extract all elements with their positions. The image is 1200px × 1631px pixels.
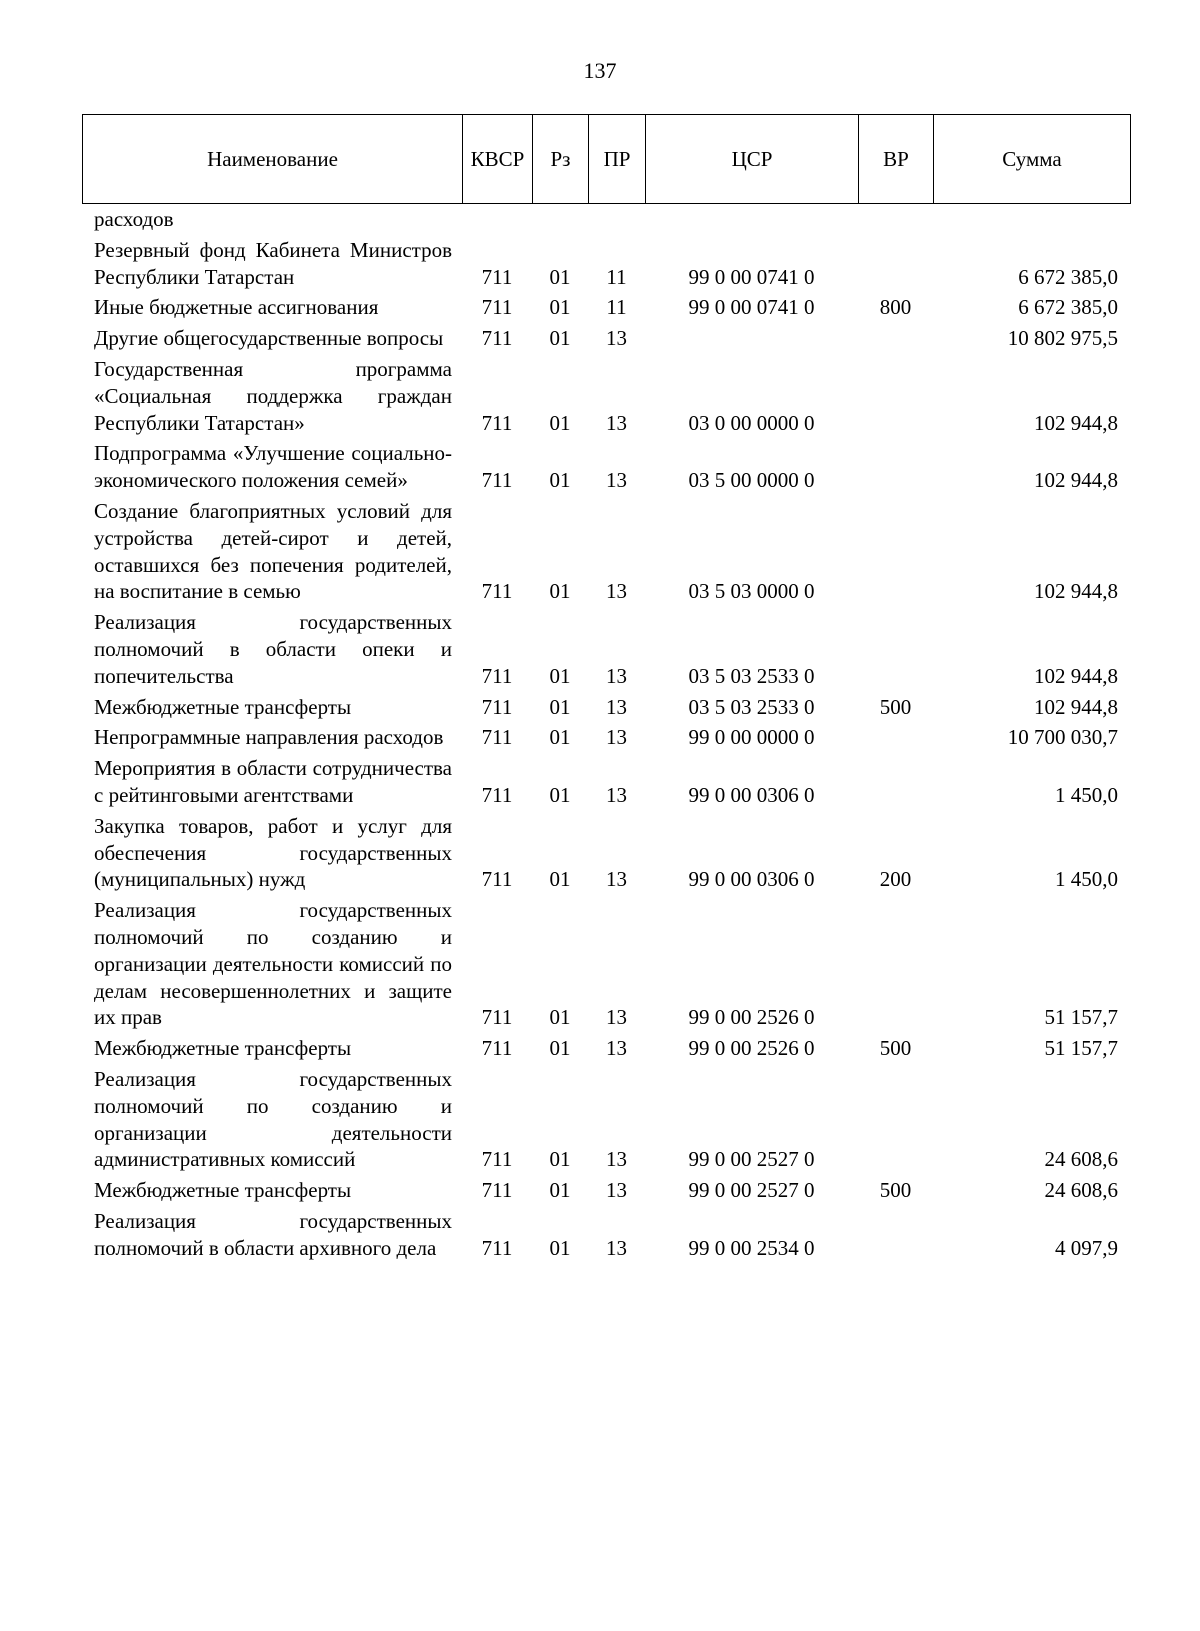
cell-vr <box>858 724 933 755</box>
cell-sum: 102 944,8 <box>1034 663 1118 688</box>
cell-kvsr: 711 <box>481 1005 513 1030</box>
table-row <box>82 206 1130 237</box>
cell-vr: 500 <box>879 694 912 719</box>
table-header <box>82 114 1131 204</box>
cell-sum: 4 097,9 <box>1055 1235 1118 1260</box>
header-vr: ВР <box>859 115 934 204</box>
cell-vr <box>858 755 933 813</box>
cell-sum: 51 157,7 <box>1044 1005 1118 1030</box>
cell-sum: 10 700 030,7 <box>1007 725 1118 750</box>
cell-pr <box>588 206 645 237</box>
cell-kvsr: 711 <box>481 1235 513 1260</box>
cell-csr: 99 0 00 2527 0 <box>688 1178 815 1203</box>
cell-pr: 13 <box>606 410 627 435</box>
cell-kvsr: 711 <box>481 694 513 719</box>
table-row <box>82 755 1130 813</box>
cell-kvsr: 711 <box>481 326 513 351</box>
cell-kvsr: 711 <box>481 264 513 289</box>
cell-rz: 01 <box>549 663 571 688</box>
cell-rz: 01 <box>549 782 571 807</box>
cell-pr: 13 <box>606 694 627 719</box>
table-row <box>82 440 1130 498</box>
cell-kvsr: 711 <box>481 782 513 807</box>
cell-name: Межбюджетные трансферты <box>94 1178 352 1203</box>
cell-name: Иные бюджетные ассигнования <box>94 295 379 320</box>
cell-pr: 13 <box>606 663 627 688</box>
cell-rz: 01 <box>549 264 571 289</box>
cell-kvsr: 711 <box>481 663 513 688</box>
cell-pr: 13 <box>606 1036 627 1061</box>
cell-csr: 99 0 00 0741 0 <box>688 295 815 320</box>
cell-csr: 03 5 03 2533 0 <box>688 694 815 719</box>
table-row <box>82 724 1130 755</box>
cell-vr: 500 <box>879 1178 912 1203</box>
cell-kvsr: 711 <box>481 468 513 493</box>
cell-sum <box>933 206 1130 237</box>
cell-pr: 13 <box>606 782 627 807</box>
cell-kvsr <box>462 206 532 237</box>
cell-rz: 01 <box>549 1036 571 1061</box>
table-row <box>82 1035 1130 1066</box>
cell-sum: 51 157,7 <box>1044 1036 1118 1061</box>
cell-sum: 102 944,8 <box>1034 410 1118 435</box>
cell-pr: 13 <box>606 1005 627 1030</box>
cell-csr: 03 0 00 0000 0 <box>688 410 815 435</box>
table-body <box>82 206 1130 1265</box>
cell-rz: 01 <box>549 295 571 320</box>
table-row <box>82 237 1130 295</box>
cell-csr: 99 0 00 2526 0 <box>688 1036 815 1061</box>
cell-csr: 03 5 00 0000 0 <box>688 468 815 493</box>
header-rz: Рз <box>533 115 589 204</box>
cell-pr: 11 <box>606 264 627 289</box>
table-row <box>82 498 1130 609</box>
header-name: Наименование <box>83 115 463 204</box>
cell-sum: 24 608,6 <box>1044 1147 1118 1172</box>
cell-name: Создание благоприятных условий для устройства детей-сирот и детей, оставшихся без попечения родителей, на воспитание в семью <box>94 498 452 604</box>
cell-sum: 6 672 385,0 <box>1018 264 1118 289</box>
cell-csr: 03 5 03 2533 0 <box>688 663 815 688</box>
cell-pr: 13 <box>606 1147 627 1172</box>
cell-sum: 102 944,8 <box>1034 468 1118 493</box>
budget-table <box>82 206 1130 1265</box>
cell-csr: 03 5 03 0000 0 <box>688 579 815 604</box>
table-row <box>82 1066 1130 1177</box>
cell-pr: 13 <box>606 579 627 604</box>
cell-name: Непрограммные направления расходов <box>94 725 444 750</box>
cell-kvsr: 711 <box>481 1178 513 1203</box>
cell-csr: 99 0 00 2534 0 <box>688 1235 815 1260</box>
cell-pr: 11 <box>606 295 627 320</box>
cell-name: Другие общегосударственные вопросы <box>94 326 444 351</box>
cell-kvsr: 711 <box>481 295 513 320</box>
cell-name: Межбюджетные трансферты <box>94 694 352 719</box>
cell-name: Реализация государственных полномочий по созданию и организации деятельности комиссий по делам несовершеннолетних и защите их прав <box>94 898 452 1030</box>
cell-kvsr: 711 <box>481 867 513 892</box>
cell-kvsr: 711 <box>481 1147 513 1172</box>
table-row <box>82 1177 1130 1208</box>
cell-rz: 01 <box>549 694 571 719</box>
cell-name: Государственная программа «Социальная поддержка граждан Республики Татарстан» <box>94 356 452 435</box>
table-row <box>82 897 1130 1035</box>
cell-sum: 24 608,6 <box>1044 1178 1118 1203</box>
cell-sum: 1 450,0 <box>1055 782 1118 807</box>
header-sum: Сумма <box>934 115 1131 204</box>
cell-name: Реализация государственных полномочий в области опеки и попечительства <box>94 610 452 688</box>
cell-name: расходов <box>94 207 174 231</box>
cell-vr <box>858 440 933 498</box>
cell-kvsr: 711 <box>481 410 513 435</box>
cell-vr <box>858 1208 933 1266</box>
cell-rz: 01 <box>549 468 571 493</box>
cell-rz: 01 <box>549 725 571 750</box>
cell-vr <box>858 206 933 237</box>
cell-csr: 99 0 00 2527 0 <box>688 1147 815 1172</box>
cell-csr: 99 0 00 0306 0 <box>688 782 815 807</box>
cell-pr: 13 <box>606 1235 627 1260</box>
cell-sum: 102 944,8 <box>1034 694 1118 719</box>
cell-kvsr: 711 <box>481 725 513 750</box>
cell-rz <box>532 206 588 237</box>
cell-pr: 13 <box>606 867 627 892</box>
cell-rz: 01 <box>549 410 571 435</box>
cell-rz: 01 <box>549 1147 571 1172</box>
cell-vr <box>858 498 933 609</box>
cell-sum: 102 944,8 <box>1034 579 1118 604</box>
cell-rz: 01 <box>549 1005 571 1030</box>
table-row <box>82 356 1130 440</box>
cell-vr <box>858 609 933 693</box>
cell-csr: 99 0 00 0000 0 <box>688 725 815 750</box>
table-row <box>82 609 1130 693</box>
cell-name: Закупка товаров, работ и услуг для обеспечения государственных (муниципальных) нужд <box>94 813 452 892</box>
cell-sum: 6 672 385,0 <box>1018 295 1118 320</box>
cell-rz: 01 <box>549 1235 571 1260</box>
cell-vr <box>858 237 933 295</box>
cell-vr: 800 <box>879 295 912 320</box>
cell-kvsr: 711 <box>481 579 513 604</box>
table-row <box>82 694 1130 725</box>
table-row <box>82 813 1130 897</box>
cell-name: Резервный фонд Кабинета Министров Республики Татарстан <box>94 237 452 289</box>
cell-name: Реализация государственных полномочий в области архивного дела <box>94 1208 452 1260</box>
cell-rz: 01 <box>549 326 571 351</box>
cell-pr: 13 <box>606 326 627 351</box>
cell-csr <box>645 325 858 356</box>
cell-name: Реализация государственных полномочий по созданию и организации деятельности административных комиссий <box>94 1066 452 1172</box>
header-pr: ПР <box>589 115 646 204</box>
cell-name: Подпрограмма «Улучшение социально-экономического положения семей» <box>94 441 452 493</box>
cell-csr: 99 0 00 2526 0 <box>688 1005 815 1030</box>
cell-name: Мероприятия в области сотрудничества с рейтинговыми агентствами <box>94 756 452 807</box>
cell-rz: 01 <box>549 1178 571 1203</box>
page-number: 137 <box>583 58 617 83</box>
cell-vr <box>858 1066 933 1177</box>
table-row <box>82 325 1130 356</box>
cell-vr <box>858 356 933 440</box>
cell-vr <box>858 897 933 1035</box>
cell-rz: 01 <box>549 579 571 604</box>
cell-pr: 13 <box>606 1178 627 1203</box>
cell-name: Межбюджетные трансферты <box>94 1036 352 1061</box>
cell-sum: 1 450,0 <box>1055 867 1118 892</box>
cell-csr <box>645 206 858 237</box>
cell-pr: 13 <box>606 468 627 493</box>
cell-sum: 10 802 975,5 <box>1007 326 1118 351</box>
header-kvsr: КВСР <box>463 115 533 204</box>
header-csr: ЦСР <box>646 115 859 204</box>
cell-csr: 99 0 00 0741 0 <box>688 264 815 289</box>
cell-vr <box>858 325 933 356</box>
cell-vr: 200 <box>879 867 912 892</box>
cell-vr: 500 <box>879 1036 912 1061</box>
table-row <box>82 294 1130 325</box>
cell-pr: 13 <box>606 725 627 750</box>
cell-csr: 99 0 00 0306 0 <box>688 867 815 892</box>
cell-rz: 01 <box>549 867 571 892</box>
table-row <box>82 1208 1130 1266</box>
cell-kvsr: 711 <box>481 1036 513 1061</box>
